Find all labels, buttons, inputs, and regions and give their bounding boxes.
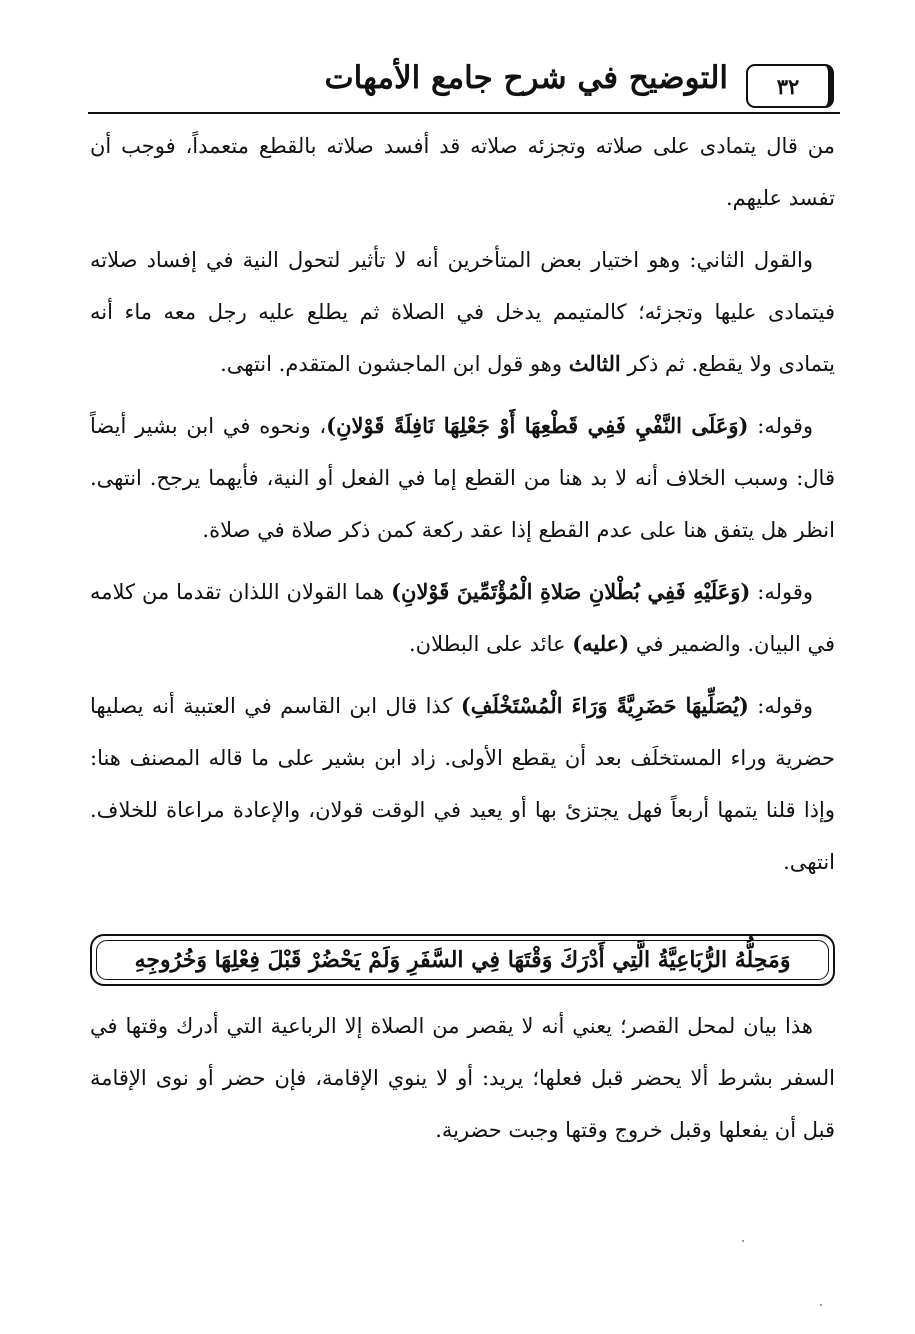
bold-quote: (عليه): [572, 631, 630, 656]
final-commentary: [90, 1000, 835, 1166]
paragraph: [90, 680, 835, 888]
bold-quote: (يُصَلِّيهَا حَضَرِيَّةً وَرَاءَ الْمُسْتَخْلَفِ): [460, 693, 749, 718]
scan-speck: [820, 1304, 822, 1306]
paragraph: هذا بيان لمحل القصر؛ يعني أنه لا يقصر من الصلاة إلا الرباعية التي أدرك وقتها في السفر بشرط ألا يحضر قبل فعلها؛ يريد: أو لا ينوي الإقامة، فإن حضر أو نوى الإقامة قبل أن يفعلها وقبل خروج وقتها وجبت حضرية.: [90, 1014, 835, 1142]
page-number: ٣٢: [746, 64, 834, 108]
text-run: عائد على البطلان.: [408, 632, 573, 656]
bold-quote: (وَعَلَى النَّفْيِ فَفِي قَطْعِهَا أَوْ جَعْلِهَا نَافِلَةً قَوْلانِ): [326, 413, 749, 438]
text-run: ، ونحوه في ابن بشير أيضاً قال: وسبب الخلاف أنه لا بد هنا من القطع إما في الفعل أو النية، فأيهما يرجح. انتهى. انظر هل يتفق هنا على عدم القطع إذا عقد ركعة كمن ذكر صلاة في صلاة.: [90, 414, 835, 542]
text-run: والقول الثاني: وهو اختيار بعض المتأخرين أنه لا تأثير لتحول النية في إفساد صلاته فيتمادى عليها وتجزئه؛ كالمتيمم يدخل في الصلاة ثم يطلع عليه رجل معه ماء أنه يتمادى ولا يقطع. ثم ذكر: [90, 248, 835, 376]
text-run: وقوله:: [750, 580, 814, 604]
matn-box: [90, 934, 835, 986]
text-run: وقوله:: [748, 414, 814, 438]
paragraph: [90, 120, 835, 224]
text-run: وهو قول ابن الماجشون المتقدم. انتهى.: [220, 352, 569, 376]
paragraph: [90, 400, 835, 556]
bold-quote: الثالث: [568, 351, 621, 376]
commentary-text: [90, 120, 835, 898]
text-run: كذا قال ابن القاسم في العتبية أنه يصليها حضرية وراء المستخلَف بعد أن يقطع الأولى. زاد ابن بشير على ما قاله المصنف هنا: وإذا قلنا يتمها أربعاً فهل يجتزئ بها أو يعيد في الوقت قولان، والإعادة مراعاة للخلاف. انتهى.: [90, 694, 835, 874]
scan-speck: [742, 1240, 744, 1242]
paragraph: [90, 234, 835, 390]
running-header: [88, 58, 840, 120]
paragraph: [90, 566, 835, 670]
book-title: التوضيح في شرح جامع الأمهات: [324, 60, 728, 96]
matn-text: وَمَحِلُّهُ الرُّبَاعِيَّةُ الَّتِي أَدْرَكَ وَقْتَهَا فِي السَّفَرِ وَلَمْ يَحْضُرْ قَبْلَ فِعْلِهَا وَخُرُوجِهِ: [134, 947, 791, 973]
bold-quote: (وَعَلَيْهِ فَفِي بُطْلانِ صَلاةِ الْمُؤْتَمِّينَ قَوْلانِ): [391, 579, 751, 604]
text-run: هما القولان اللذان تقدما من كلامه في البيان. والضمير في: [90, 580, 835, 656]
header-rule: [88, 112, 840, 114]
text-run: من قال يتمادى على صلاته وتجزئه صلاته قد أفسد صلاته بالقطع متعمداً، فوجب أن تفسد عليهم.: [90, 134, 835, 210]
text-run: وقوله:: [748, 694, 814, 718]
